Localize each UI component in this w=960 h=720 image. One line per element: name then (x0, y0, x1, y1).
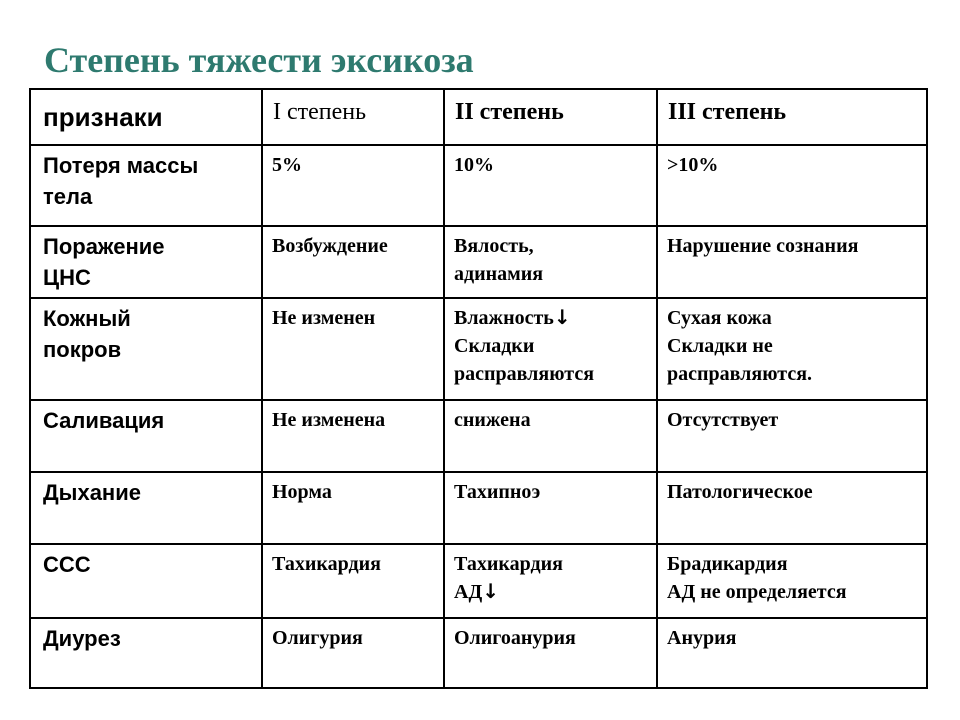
value-line: Сухая кожа (667, 307, 772, 329)
value-line: Анурия (667, 627, 737, 649)
row-label-line: Потеря массы (43, 153, 199, 178)
value-line: Не изменена (272, 409, 386, 431)
severity-table (29, 88, 928, 689)
value-line: Отсутствует (667, 409, 779, 431)
row-label-cell (30, 145, 262, 226)
row-label-line: Диурез (43, 626, 121, 651)
row-label-cell (30, 298, 262, 400)
value-line: Олигурия (272, 627, 363, 649)
value-cell-degree-1 (262, 472, 444, 544)
value-line: адинамия (454, 263, 544, 285)
value-cell-degree-1 (262, 226, 444, 298)
value-line: Вялость, (454, 235, 534, 257)
value-cell-degree-1 (262, 544, 444, 618)
value-line: Тахикардия (454, 553, 563, 575)
value-cell-degree-2 (444, 145, 657, 226)
value-line: АД не определяется (667, 581, 847, 603)
value-line: снижена (454, 409, 531, 431)
row-label-line: тела (43, 184, 93, 209)
header-degree-1: I степень (262, 89, 444, 145)
value-line: расправляются. (667, 363, 813, 385)
value-line: АД (454, 581, 483, 603)
value-cell-degree-2 (444, 226, 657, 298)
row-label-cell (30, 472, 262, 544)
value-line: Влажность (454, 307, 554, 329)
value-cell-degree-1 (262, 298, 444, 400)
value-cell-degree-3 (657, 400, 927, 472)
value-line: Брадикардия (667, 553, 788, 575)
table-row (30, 226, 927, 298)
value-line: расправляются (454, 363, 595, 385)
row-label-cell (30, 544, 262, 618)
row-label-cell (30, 400, 262, 472)
header-degree-2: II степень (444, 89, 657, 145)
value-line: Складки не (667, 335, 773, 357)
table-row (30, 298, 927, 400)
value-cell-degree-1 (262, 618, 444, 688)
value-cell-degree-3 (657, 145, 927, 226)
header-label-cell: признаки (30, 89, 262, 145)
value-line: Нарушение сознания (667, 235, 859, 257)
value-line: Патологическое (667, 481, 813, 503)
row-label-line: Саливация (43, 408, 165, 433)
row-label-cell (30, 226, 262, 298)
value-cell-degree-3 (657, 544, 927, 618)
value-line: 5% (272, 154, 302, 176)
value-cell-degree-3 (657, 226, 927, 298)
down-arrow-icon: ↓ (553, 305, 571, 329)
slide-title: Степень тяжести эксикоза (44, 40, 474, 80)
value-line: Норма (272, 481, 332, 503)
row-label-line: покров (43, 337, 122, 362)
table-body (30, 145, 927, 688)
value-cell-degree-3 (657, 298, 927, 400)
table-row (30, 145, 927, 226)
table-row (30, 400, 927, 472)
row-label-line: Поражение (43, 234, 165, 259)
value-line: 10% (454, 154, 494, 176)
header-row (30, 89, 927, 145)
table-row (30, 544, 927, 618)
value-cell-degree-1 (262, 400, 444, 472)
value-cell-degree-2 (444, 472, 657, 544)
table-row (30, 618, 927, 688)
row-label-line: ЦНС (43, 265, 91, 290)
row-label-line: ССС (43, 552, 91, 577)
table-row (30, 472, 927, 544)
value-cell-degree-2 (444, 544, 657, 618)
row-label-line: Дыхание (43, 480, 141, 505)
value-cell-degree-3 (657, 472, 927, 544)
value-line: Складки (454, 335, 535, 357)
value-cell-degree-1 (262, 145, 444, 226)
value-line: Не изменен (272, 307, 376, 329)
down-arrow-icon: ↓ (482, 579, 499, 603)
row-label-line: Кожный (43, 306, 131, 331)
value-cell-degree-3 (657, 618, 927, 688)
row-label-cell (30, 618, 262, 688)
value-line: Тахипноэ (454, 481, 541, 503)
value-cell-degree-2 (444, 298, 657, 400)
value-cell-degree-2 (444, 618, 657, 688)
value-line: Тахикардия (272, 553, 381, 575)
header-degree-3: III степень (657, 89, 927, 145)
value-cell-degree-2 (444, 400, 657, 472)
value-line: Олигоанурия (454, 627, 576, 649)
value-line: Возбуждение (272, 235, 388, 257)
value-line: >10% (667, 154, 719, 176)
